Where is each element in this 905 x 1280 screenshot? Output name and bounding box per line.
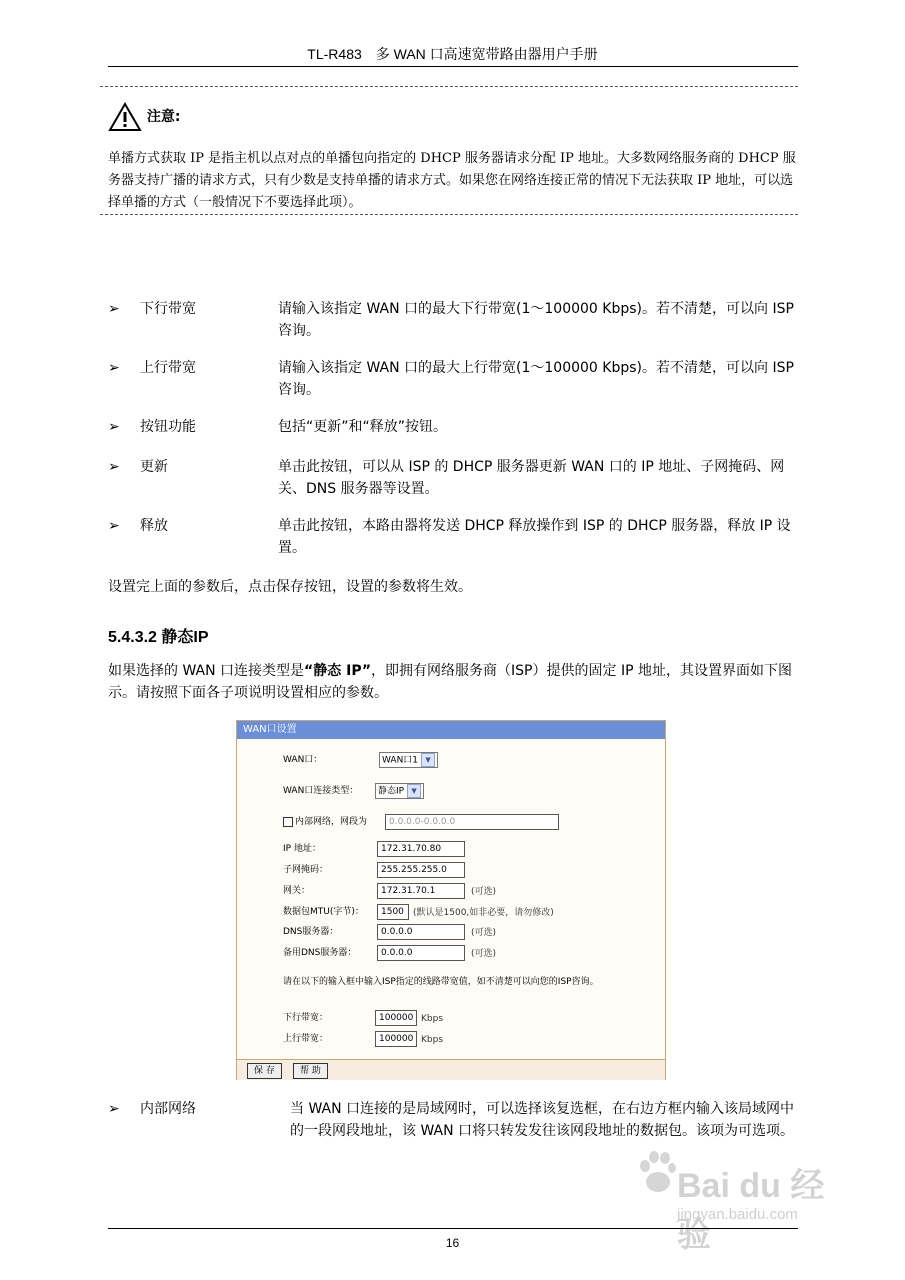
wan-settings-panel [236,720,666,1080]
item-desc: 请输入该指定 WAN 口的最大下行带宽(1～100000 Kbps)。若不清楚，可以向 ISP 咨询。 [278,301,794,339]
item-desc: 请输入该指定 WAN 口的最大上行带宽(1～100000 Kbps)。若不清楚，可以向 ISP 咨询。 [278,360,794,398]
help-button[interactable]: 帮 助 [293,1063,328,1079]
list-item [108,515,798,559]
mtu-label: 数据包MTU(字节)： [283,907,364,917]
list-item [108,357,798,401]
bullet-arrow-icon: ➢ [108,301,120,317]
conn-type-select[interactable] [375,783,424,799]
item-term: 上行带宽 [140,360,196,376]
internal-network-checkbox[interactable] [283,817,293,827]
note-text: 单播方式获取 IP 是指主机以点对点的单播包向指定的 DHCP 服务器请求分配 IP 地址。大多数网络服务商的 DHCP 服务器支持广播的请求方式，只有少数是支持单播的请求方式。如果您在网络连接正常的情况下无法获取 IP 地址，可以选择单播的方式（一般情况下不要选择此项）。 [108,151,796,210]
mtu-hint: (默认是1500,如非必要，请勿修改) [413,908,554,918]
item-term: 按钮功能 [140,419,196,435]
list-item [108,416,798,438]
item-term: 释放 [140,518,168,534]
item-term: 更新 [140,459,168,475]
button-bar [237,1059,665,1080]
item-term: 内部网络 [140,1101,196,1117]
internal-network-label: 内部网络，网段为 [295,817,368,827]
bullet-arrow-icon: ➢ [108,419,120,435]
wan-select-value: WAN口1 [382,755,419,766]
wan-select[interactable] [379,752,438,768]
gateway-hint: (可选) [471,887,497,897]
watermark-brand: Bai du 经验 [677,1167,825,1254]
dns2-input[interactable]: 0.0.0.0 [377,945,465,961]
bullet-arrow-icon: ➢ [108,459,120,475]
section-intro [108,660,798,704]
internal-network-input[interactable]: 0.0.0.0-0.0.0.0 [385,814,559,830]
note-bottom-divider [100,214,798,215]
list-item [108,456,798,500]
warning-icon [108,109,147,125]
wan-label: WAN口： [283,755,323,765]
dns2-hint: (可选) [471,949,497,959]
item-desc: 单击此按钮，可以从 ISP 的 DHCP 服务器更新 WAN 口的 IP 地址、子网掩码、网关、DNS 服务器等设置。 [278,459,785,497]
ip-label: IP 地址： [283,844,321,854]
save-button[interactable]: 保 存 [247,1063,282,1079]
mtu-input[interactable]: 1500 [377,904,409,920]
after-items-text: 设置完上面的参数后，点击保存按钮，设置的参数将生效。 [108,579,472,595]
mask-label: 子网掩码： [283,865,329,875]
bullet-arrow-icon: ➢ [108,518,120,534]
chevron-down-icon: ▼ [407,784,421,798]
ip-input[interactable]: 172.31.70.80 [377,841,465,857]
item-term: 下行带宽 [140,301,196,317]
dns-input[interactable]: 0.0.0.0 [377,924,465,940]
gateway-label: 网关： [283,886,311,896]
item-desc: 包括“更新”和“释放”按钮。 [278,419,448,435]
item-desc: 单击此按钮，本路由器将发送 DHCP 释放操作到 ISP 的 DHCP 服务器，释放 IP 设置。 [278,518,791,556]
watermark-url: jingyan.baidu.com [677,1206,798,1223]
note-top-divider [100,86,798,87]
bullet-arrow-icon: ➢ [108,360,120,376]
baidu-watermark [637,1150,847,1254]
bullet-arrow-icon: ➢ [108,1101,120,1117]
panel-title: WAN口设置 [237,721,665,739]
gateway-input[interactable]: 172.31.70.1 [377,883,465,899]
baidu-paw-icon [637,1150,677,1194]
note-heading [108,102,180,132]
conn-type-value: 静态IP [378,786,405,797]
down-bw-input[interactable]: 100000 [375,1010,417,1026]
bandwidth-note: 请在以下的输入框中输入ISP指定的线路带宽值，如不清楚可以向您的ISP咨询。 [283,977,599,987]
mask-input[interactable]: 255.255.255.0 [377,862,465,878]
up-bw-input[interactable]: 100000 [375,1031,417,1047]
up-bw-label: 上行带宽： [283,1034,329,1044]
internal-network-row [283,815,367,829]
down-bw-unit: Kbps [421,1014,444,1024]
page-number: 16 [445,1236,460,1250]
dns-hint: (可选) [471,928,497,938]
dns-label: DNS服务器： [283,927,339,937]
intro-prefix: 如果选择的 WAN 口连接类型是 [108,663,305,679]
item-desc: 当 WAN 口连接的是局域网时，可以选择该复选框，在右边方框内输入该局域网中的一段网段地址，该 WAN 口将只转发发往该网段地址的数据包。该项为可选项。 [290,1101,795,1139]
header-divider [108,66,798,67]
intro-suffix: ，即拥有网络服务商（ISP）提供的固定 IP 地址，其设置界面如下图示。请按照下面各子项说明设置相应的参数。 [108,663,792,701]
down-bw-label: 下行带宽： [283,1013,329,1023]
section-title: 5.4.3.2 静态IP [108,629,209,646]
list-item [108,298,798,342]
chevron-down-icon: ▼ [421,753,435,767]
up-bw-unit: Kbps [421,1035,444,1045]
intro-bold: “静态 IP” [304,663,372,679]
dns2-label: 备用DNS服务器： [283,948,357,958]
note-label: 注意: [146,109,181,125]
page-header-title: TL-R483 多 WAN 口高速宽带路由器用户手册 [307,46,598,62]
conn-type-label: WAN口连接类型： [283,786,359,796]
footer-divider [108,1228,798,1229]
